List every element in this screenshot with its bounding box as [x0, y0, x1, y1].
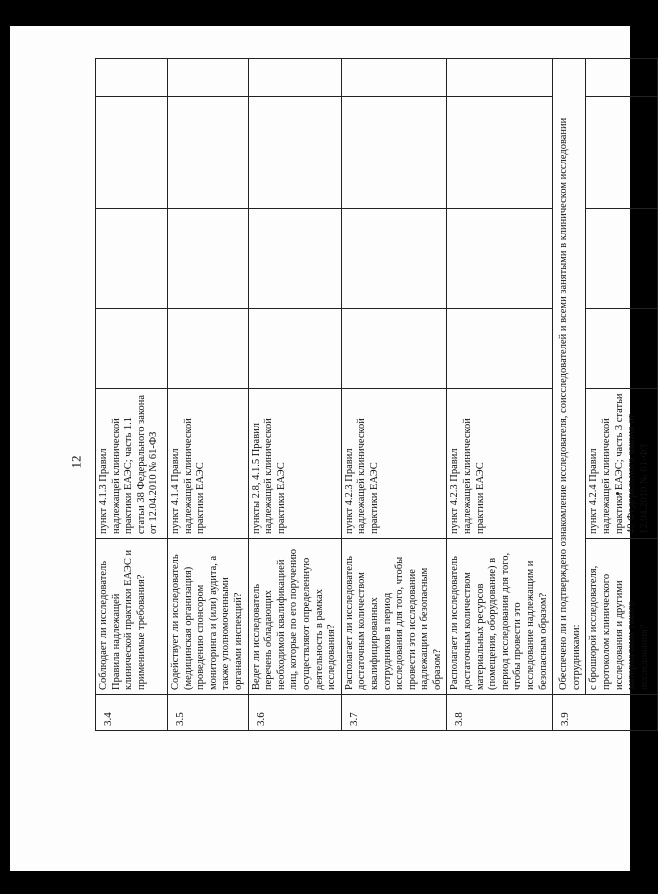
row-number: 3.6: [248, 695, 341, 731]
empty-cell: [168, 209, 249, 309]
row-reference: пункт 4.2.3 Правил надлежащей клинической практики ЕАЭС: [447, 389, 553, 539]
empty-cell: [341, 209, 447, 309]
empty-cell: [447, 309, 553, 389]
table-row: [168, 59, 249, 731]
empty-cell: [248, 59, 341, 97]
page-number: 12: [68, 455, 84, 469]
empty-cell: [341, 309, 447, 389]
empty-cell: [168, 59, 249, 97]
row-question: Располагает ли исследователь достаточным количеством материальных ресурсов (помещения, оборудование) в период исследования для того, чтобы провести это исследование надлежащим и безопасным образом?: [447, 539, 553, 695]
empty-cell: [168, 97, 249, 209]
row-number: 3.4: [96, 695, 168, 731]
empty-cell: [248, 97, 341, 209]
empty-cell: [248, 209, 341, 309]
row-number: 3.8: [447, 695, 553, 731]
empty-cell: [96, 309, 168, 389]
row-number: 3.5: [168, 695, 249, 731]
empty-cell: [96, 97, 168, 209]
empty-cell: [248, 309, 341, 389]
row-number: 3.7: [341, 695, 447, 731]
empty-cell: [586, 309, 658, 389]
empty-cell: [447, 59, 553, 97]
row-reference: пункт 4.1.3 Правил надлежащей клинической практики ЕАЭС; часть 1.1 статьи 38 Федерального закона от 12.04.2010 № 61-ФЗ: [96, 389, 168, 539]
row-question: Ведет ли исследователь перечень обладающих необходимой квалификацией лиц, которые по его поручению осуществляют определенную деятельность в рамках исследования?: [248, 539, 341, 695]
table-row: [96, 59, 168, 731]
row-question: Содействует ли исследователь (медицинская организация) проведению спонсором мониторинга и (или) аудита, а также уполномоченными органами инспекций?: [168, 539, 249, 695]
table-row: [586, 59, 658, 731]
row-question: Располагает ли исследователь достаточным количеством квалифицированных сотрудников в период исследования для того, чтобы провести это исследование надлежащим и безопасным образом?: [341, 539, 447, 695]
checklist-table: [95, 58, 658, 731]
row-question: с брошюрой исследователя, протоколом клинического исследования и другими материалами такого исследования?: [586, 539, 658, 695]
empty-cell: [96, 209, 168, 309]
row-reference: пункт 4.2.4 Правил надлежащей клинической практики ЕАЭС; часть 3 статьи 40 Федерального закона от 12.04.2010 № 61-ФЗ: [586, 389, 658, 539]
empty-cell: [341, 97, 447, 209]
empty-cell: [341, 59, 447, 97]
row-question: Соблюдает ли исследователь Правила надлежащей клинической практики ЕАЭС и применимые требования?: [96, 539, 168, 695]
row-reference: пункт 4.2.3 Правил надлежащей клинической практики ЕАЭС: [341, 389, 447, 539]
empty-cell: [96, 59, 168, 97]
empty-cell: [168, 309, 249, 389]
table-row: [553, 59, 586, 731]
table-row: [248, 59, 341, 731]
table-row: [341, 59, 447, 731]
empty-cell: [447, 97, 553, 209]
table-row: [447, 59, 553, 731]
section-question: Обеспечено ли и подтверждено ознакомление исследователя, соисследователей и всеми занятыми в клиническом исследовании сотрудниками:: [553, 59, 586, 695]
row-reference: пункты 2.8, 4.1.5 Правил надлежащей клинической практики ЕАЭС: [248, 389, 341, 539]
empty-cell: [586, 97, 658, 209]
row-reference: пункт 4.1.4 Правил надлежащей клинической практики ЕАЭС: [168, 389, 249, 539]
empty-cell: [447, 209, 553, 309]
empty-cell: [586, 59, 658, 97]
empty-cell: [586, 209, 658, 309]
row-number: 3.9: [553, 695, 658, 731]
rotated-checklist-table: [95, 59, 650, 731]
